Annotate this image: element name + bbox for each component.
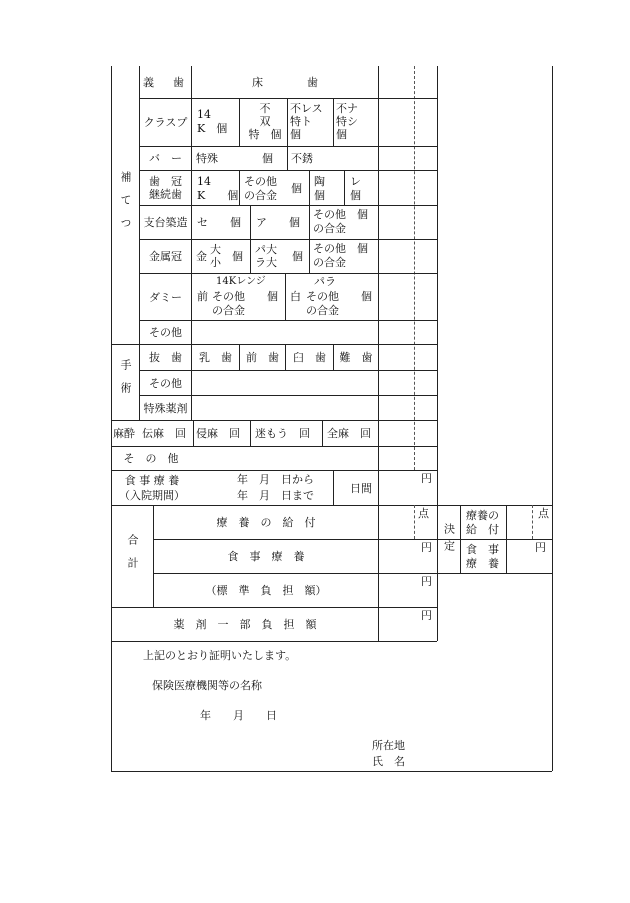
crown-other-alloy: その他 の合金 [244, 175, 277, 202]
dummy-front-other: その他 個 の合金 [212, 290, 278, 317]
special-drug-label: 特殊薬剤 [143, 401, 188, 415]
dummy-label: ダミー [149, 290, 182, 304]
col-rule [285, 273, 286, 320]
section-hotetsu-label: 補てつ [119, 170, 132, 240]
col-rule [239, 170, 240, 205]
dummy-para: パラ [314, 275, 336, 288]
anesthesia-label: 麻酔 [113, 427, 135, 440]
metal-crown-gold-count: 個 [232, 250, 243, 263]
section-surgery-label: 手術 [119, 359, 132, 405]
clasp-label: クラスプ [143, 116, 188, 129]
col-rule [309, 170, 310, 205]
total-standard-unit: 円 [421, 575, 432, 588]
section-total-label: 合計 [126, 533, 139, 580]
crown-label: 歯 冠 継続歯 [149, 175, 182, 201]
meal-from: 年 月 日から [237, 473, 314, 486]
extraction-label: 抜 歯 [149, 351, 182, 364]
crown-resin: レ 個 [350, 175, 361, 202]
abutment-label: 支台築造 [143, 216, 188, 229]
total-meal-unit: 円 [421, 541, 432, 554]
col-rule [344, 170, 345, 205]
cert-name: 氏 名 [372, 755, 405, 768]
col-rule [333, 98, 334, 146]
drug-copay-unit: 円 [421, 609, 432, 622]
clasp-14k: 14 K 個 [197, 108, 228, 135]
extraction-difficult: 難 歯 [339, 351, 373, 364]
abutment-a: ア 個 [256, 216, 300, 229]
total-benefit-unit: 点 [418, 507, 429, 520]
row-rule [111, 420, 437, 421]
clasp-funa: 不ナ 特シ 個 [336, 102, 358, 141]
meal-days: 日間 [350, 482, 372, 495]
crown-count: 個 [291, 182, 302, 195]
abutment-se: セ 個 [197, 216, 241, 229]
col-rule [309, 205, 310, 273]
col-rule [378, 66, 379, 641]
gishi-value: 床 歯 [252, 76, 318, 89]
col-rule [250, 205, 251, 273]
dashed-rule [414, 66, 415, 470]
metal-crown-label: 金属冠 [149, 250, 182, 263]
extraction-deciduous: 乳 歯 [199, 351, 232, 364]
col-rule [322, 420, 323, 446]
anesthesia-vagus: 迷もう 回 [255, 427, 310, 440]
bar-label: バ ー [149, 152, 182, 165]
cert-statement: 上記のとおり証明いたします。 [143, 649, 297, 662]
anesthesia-infiltration: 侵麻 回 [196, 427, 240, 440]
col-rule [460, 505, 461, 573]
decision-meal-unit: 円 [535, 541, 546, 554]
metal-crown-other-alloy: その他 個 の合金 [313, 242, 368, 269]
metal-crown-gold: 金 [196, 250, 207, 263]
cert-address: 所在地 [372, 739, 405, 752]
dummy-white: 白 [290, 290, 301, 303]
clasp-fusou: 不 双 特 個 [248, 102, 282, 141]
gishi-label: 義 歯 [143, 76, 188, 89]
dummy-14k-resin: 14Kレンジ [216, 276, 266, 287]
bar-special: 特殊 個 [196, 152, 273, 165]
hotetsu-other-label: その他 [149, 326, 182, 339]
dashed-rule [414, 505, 415, 539]
surgery-other-label: その他 [149, 376, 182, 390]
abutment-other-alloy: その他 個 の合金 [313, 208, 368, 235]
dummy-front: 前 [197, 290, 208, 303]
col-rule [287, 146, 288, 170]
right-border [552, 66, 553, 771]
crown-porcelain: 陶 個 [314, 175, 325, 202]
col-rule [193, 420, 194, 446]
metal-crown-pa-count: 個 [292, 250, 303, 263]
decision-benefit-label: 療養の 給 付 [466, 509, 499, 536]
total-benefit-label: 療 養 の 給 付 [216, 516, 316, 529]
col-rule [287, 98, 288, 146]
bar-stainless: 不銹 [291, 152, 313, 165]
col-rule [250, 420, 251, 446]
meal-yen: 円 [421, 472, 432, 485]
metal-crown-pa: パ大 ラ大 [255, 243, 277, 269]
col-rule [333, 470, 334, 505]
bottom-border [111, 771, 552, 772]
misc-label: そ の 他 [123, 452, 179, 465]
clasp-fusteel: 不レス 特ト 個 [290, 102, 323, 141]
extraction-anterior: 前 歯 [246, 351, 279, 364]
decision-meal-label: 食 事 療 養 [466, 543, 499, 570]
anesthesia-general: 全麻 回 [327, 427, 371, 440]
total-standard-label: （標 準 負 担 額） [205, 584, 327, 597]
meal-to: 年 月 日まで [237, 489, 314, 502]
dashed-rule [532, 505, 533, 539]
drug-copay-label: 薬 剤 一 部 負 担 額 [173, 618, 317, 631]
cert-date: 年 月 日 [200, 709, 277, 722]
col-rule [506, 505, 507, 573]
col-rule [239, 98, 240, 146]
extraction-molar: 臼 歯 [293, 351, 326, 364]
meal-label: 食 事 療 養 （入院期間） [119, 474, 185, 502]
total-meal-label: 食 事 療 養 [227, 550, 305, 563]
crown-14k: 14 K 個 [197, 175, 239, 202]
row-rule [111, 641, 437, 642]
dummy-white-other: その他 個 の合金 [306, 290, 372, 317]
cert-institution: 保険医療機関等の名称 [152, 679, 262, 692]
metal-crown-gold-size: 大 小 [210, 243, 221, 269]
section-decision-label: 決定 [442, 522, 456, 557]
anesthesia-conduction: 伝麻 回 [142, 427, 186, 440]
decision-benefit-unit: 点 [538, 507, 549, 520]
